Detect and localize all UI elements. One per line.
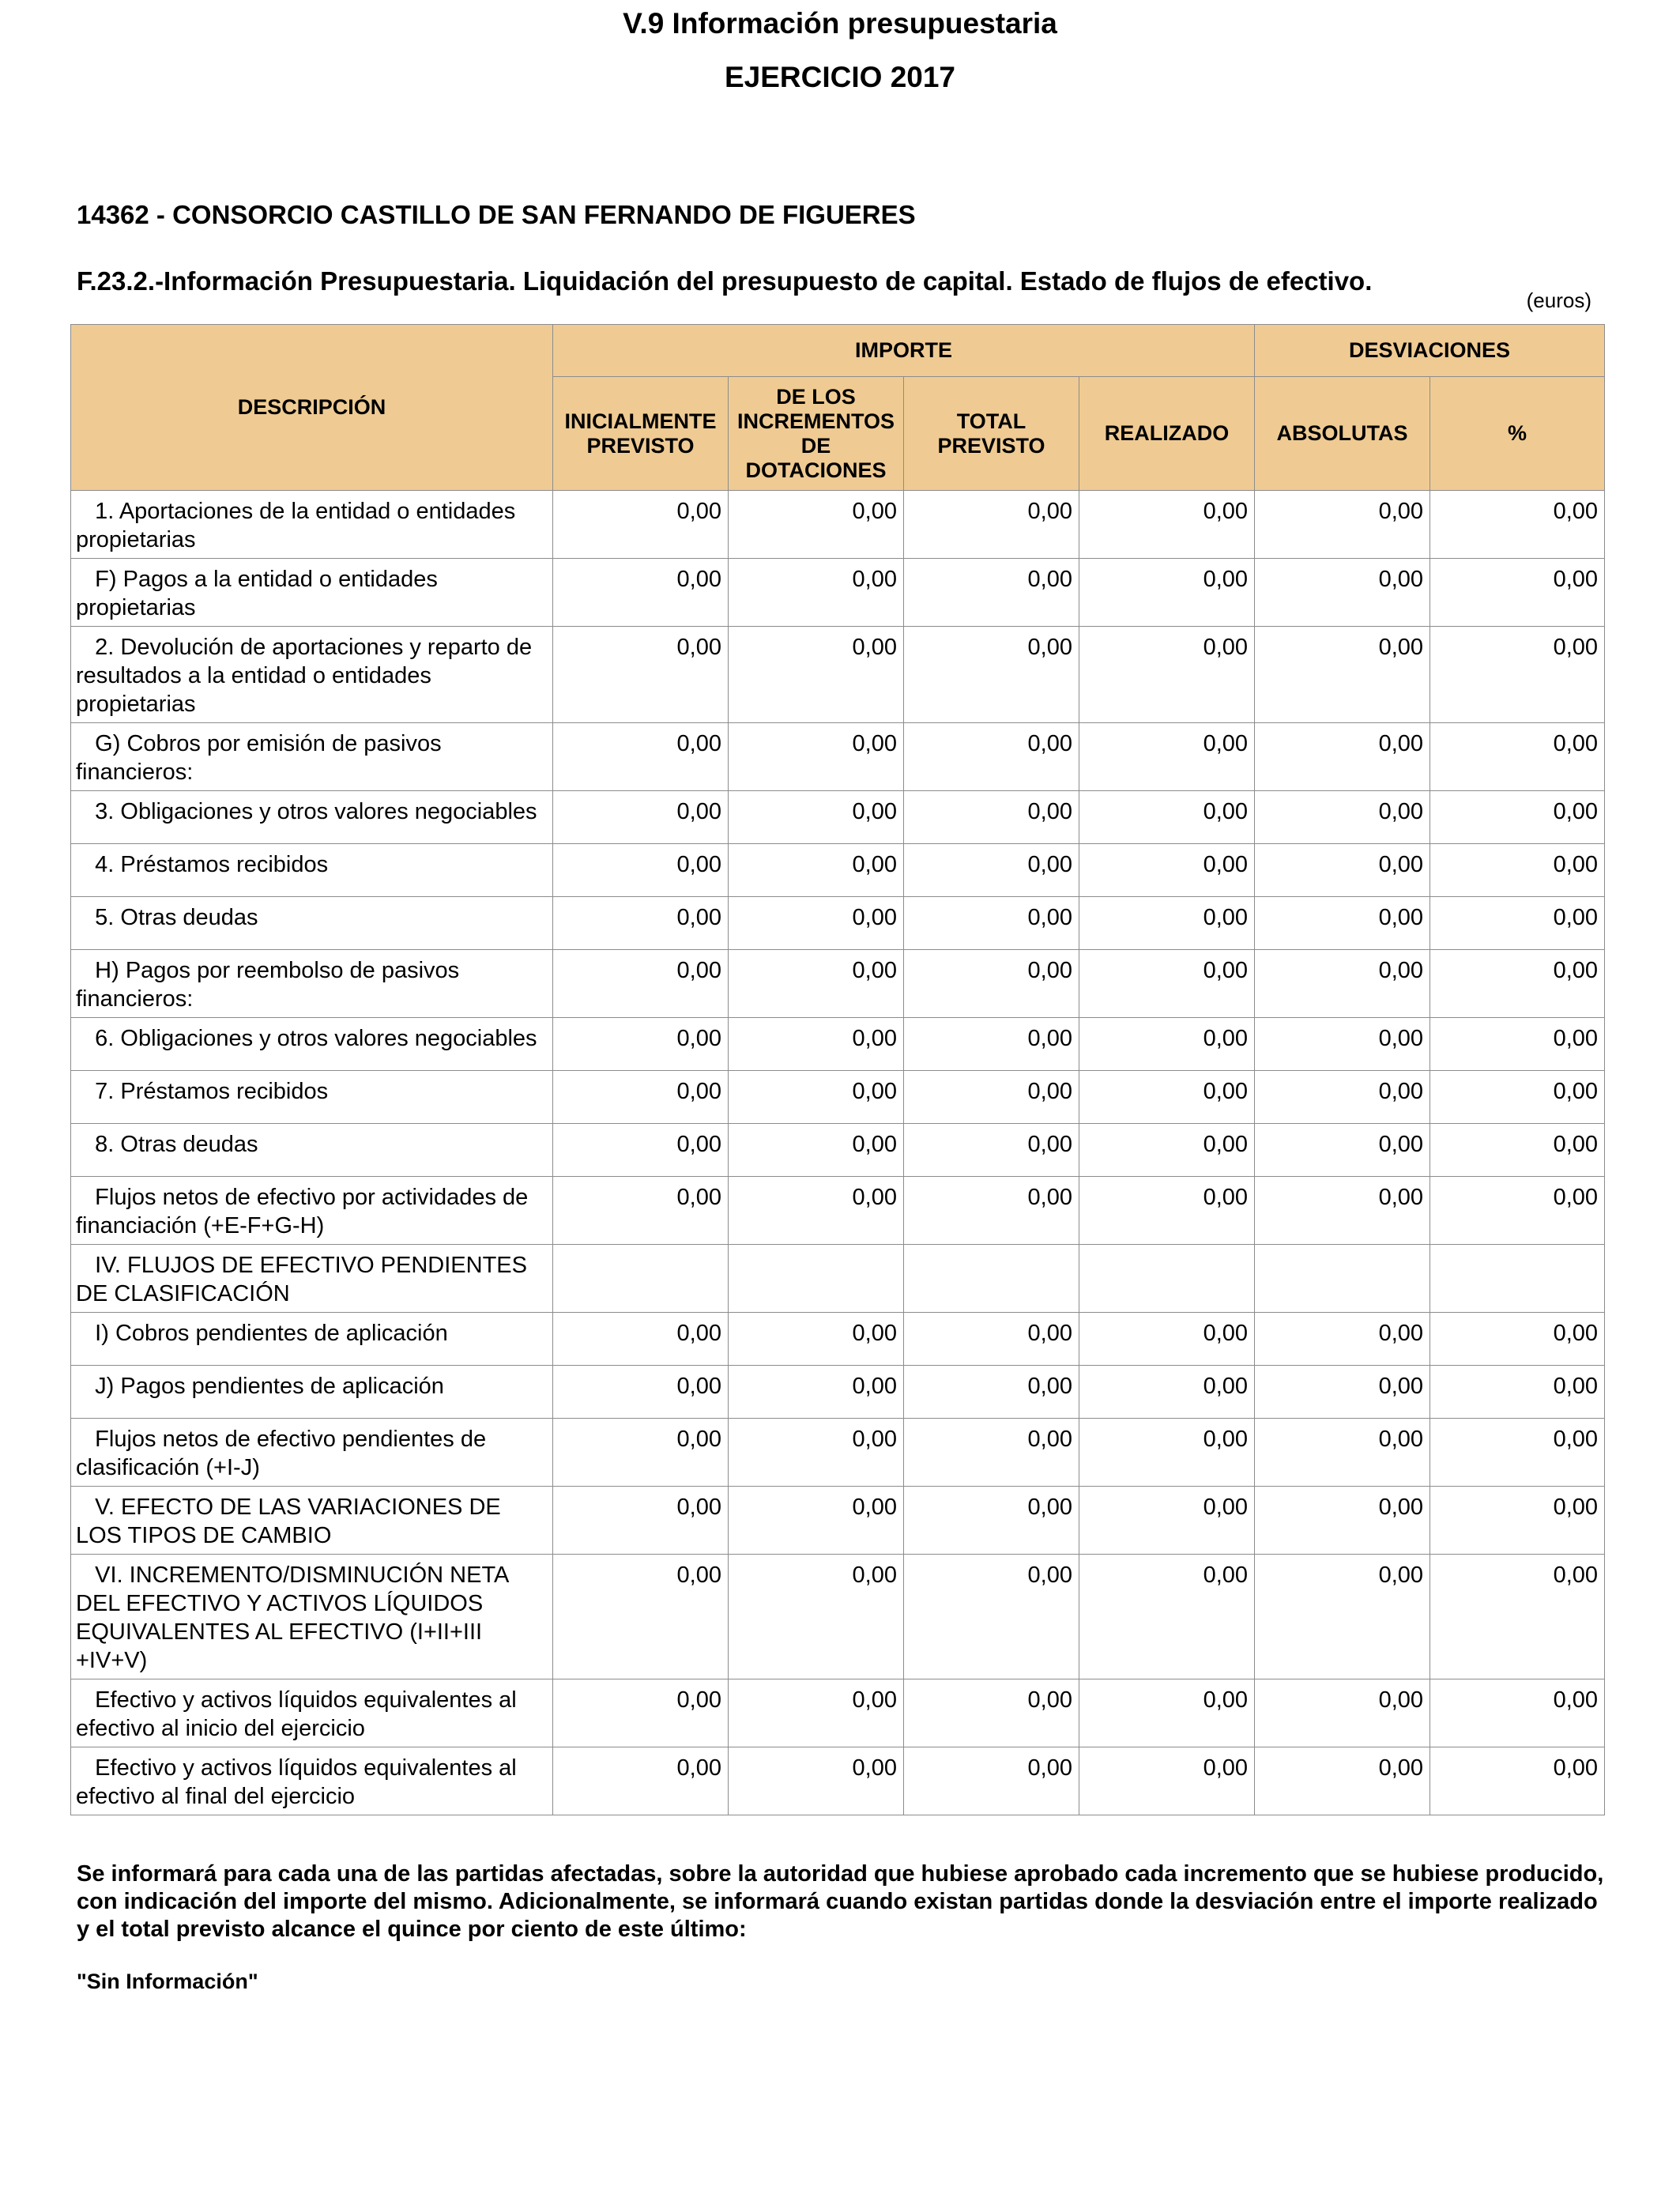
row-value: 0,00 bbox=[1079, 1679, 1255, 1747]
table-row bbox=[71, 950, 1605, 1018]
row-value: 0,00 bbox=[729, 1124, 904, 1177]
row-value: 0,00 bbox=[553, 1313, 729, 1366]
row-value: 0,00 bbox=[729, 1555, 904, 1679]
row-value: 0,00 bbox=[1255, 1177, 1430, 1245]
row-value: 0,00 bbox=[729, 1177, 904, 1245]
row-value: 0,00 bbox=[1255, 1487, 1430, 1555]
row-value: 0,00 bbox=[1255, 844, 1430, 897]
row-value bbox=[553, 1245, 729, 1313]
row-value: 0,00 bbox=[1255, 1679, 1430, 1747]
row-value: 0,00 bbox=[1255, 1555, 1430, 1679]
row-value: 0,00 bbox=[1430, 1487, 1605, 1555]
row-value: 0,00 bbox=[553, 1366, 729, 1419]
col-incrementos: DE LOS INCREMENTOS DE DOTACIONES bbox=[729, 377, 904, 491]
row-value: 0,00 bbox=[729, 1366, 904, 1419]
col-descripcion: DESCRIPCIÓN bbox=[71, 325, 553, 491]
row-value: 0,00 bbox=[904, 627, 1079, 723]
row-value: 0,00 bbox=[1255, 1313, 1430, 1366]
row-value: 0,00 bbox=[729, 723, 904, 791]
row-value: 0,00 bbox=[1255, 1018, 1430, 1071]
row-value: 0,00 bbox=[1430, 1071, 1605, 1124]
table-row bbox=[71, 1313, 1605, 1366]
row-value: 0,00 bbox=[904, 723, 1079, 791]
row-value: 0,00 bbox=[1430, 559, 1605, 627]
col-realizado: REALIZADO bbox=[1079, 377, 1255, 491]
row-description: Efectivo y activos líquidos equivalentes al efectivo al inicio del ejercicio bbox=[71, 1679, 553, 1747]
row-description: F) Pagos a la entidad o entidades propietarias bbox=[71, 559, 553, 627]
row-value: 0,00 bbox=[1255, 791, 1430, 844]
col-group-desviaciones: DESVIACIONES bbox=[1255, 325, 1605, 377]
row-value: 0,00 bbox=[1079, 627, 1255, 723]
row-value: 0,00 bbox=[904, 491, 1079, 559]
row-value bbox=[1430, 1245, 1605, 1313]
page-title: V.9 Información presupuestaria bbox=[623, 7, 1057, 40]
units-label: (euros) bbox=[1526, 288, 1591, 312]
row-description: J) Pagos pendientes de aplicación bbox=[71, 1366, 553, 1419]
row-value: 0,00 bbox=[729, 1419, 904, 1487]
row-value bbox=[729, 1245, 904, 1313]
row-value: 0,00 bbox=[553, 1747, 729, 1815]
row-description: 5. Otras deudas bbox=[71, 897, 553, 950]
row-value: 0,00 bbox=[553, 844, 729, 897]
row-description: Efectivo y activos líquidos equivalentes al efectivo al final del ejercicio bbox=[71, 1747, 553, 1815]
table-row bbox=[71, 1245, 1605, 1313]
row-value: 0,00 bbox=[1079, 491, 1255, 559]
col-total-previsto: TOTAL PREVISTO bbox=[904, 377, 1079, 491]
page-subtitle: EJERCICIO 2017 bbox=[724, 61, 956, 93]
footer-info: "Sin Información" bbox=[77, 1970, 258, 1993]
row-description: Flujos netos de efectivo pendientes de clasificación (+I-J) bbox=[71, 1419, 553, 1487]
row-value: 0,00 bbox=[1079, 1313, 1255, 1366]
row-value: 0,00 bbox=[1079, 723, 1255, 791]
row-value: 0,00 bbox=[1430, 491, 1605, 559]
row-value: 0,00 bbox=[1255, 559, 1430, 627]
row-value: 0,00 bbox=[904, 950, 1079, 1018]
row-description: 3. Obligaciones y otros valores negociables bbox=[71, 791, 553, 844]
row-description: 8. Otras deudas bbox=[71, 1124, 553, 1177]
row-value: 0,00 bbox=[1255, 1419, 1430, 1487]
table-row bbox=[71, 844, 1605, 897]
row-value: 0,00 bbox=[729, 1487, 904, 1555]
row-description: IV. FLUJOS DE EFECTIVO PENDIENTES DE CLASIFICACIÓN bbox=[71, 1245, 553, 1313]
row-value: 0,00 bbox=[553, 1177, 729, 1245]
row-value: 0,00 bbox=[1079, 791, 1255, 844]
table-row bbox=[71, 1555, 1605, 1679]
row-value: 0,00 bbox=[729, 1313, 904, 1366]
row-value: 0,00 bbox=[553, 1071, 729, 1124]
row-value: 0,00 bbox=[729, 950, 904, 1018]
table-row bbox=[71, 491, 1605, 559]
row-value: 0,00 bbox=[1079, 559, 1255, 627]
row-value: 0,00 bbox=[553, 559, 729, 627]
row-description: 1. Aportaciones de la entidad o entidades propietarias bbox=[71, 491, 553, 559]
footer-note: Se informará para cada una de las partidas afectadas, sobre la autoridad que hubiese aprobado cada incremento que se hubiese producido, con indicación del importe del mismo. Adicionalmente, se informará cuando existan partidas donde la desviación entre el importe realizado y el total previsto alcance el quince por ciento de este último: bbox=[77, 1861, 1604, 1942]
row-value: 0,00 bbox=[1255, 950, 1430, 1018]
row-value: 0,00 bbox=[1430, 1747, 1605, 1815]
row-value: 0,00 bbox=[1255, 1124, 1430, 1177]
row-value: 0,00 bbox=[553, 627, 729, 723]
row-value: 0,00 bbox=[1430, 1124, 1605, 1177]
row-description: G) Cobros por emisión de pasivos financieros: bbox=[71, 723, 553, 791]
table-row bbox=[71, 1419, 1605, 1487]
col-group-importe: IMPORTE bbox=[553, 325, 1255, 377]
row-value: 0,00 bbox=[1430, 1419, 1605, 1487]
row-value: 0,00 bbox=[1430, 950, 1605, 1018]
row-value: 0,00 bbox=[553, 1487, 729, 1555]
row-value: 0,00 bbox=[1079, 1555, 1255, 1679]
row-value: 0,00 bbox=[1430, 1313, 1605, 1366]
row-value: 0,00 bbox=[1079, 950, 1255, 1018]
row-value: 0,00 bbox=[1255, 1747, 1430, 1815]
row-value: 0,00 bbox=[904, 1366, 1079, 1419]
row-value: 0,00 bbox=[553, 1419, 729, 1487]
budget-table bbox=[70, 324, 1605, 1815]
row-value: 0,00 bbox=[1430, 627, 1605, 723]
row-description: Flujos netos de efectivo por actividades de financiación (+E-F+G-H) bbox=[71, 1177, 553, 1245]
row-value bbox=[904, 1245, 1079, 1313]
row-value: 0,00 bbox=[729, 1679, 904, 1747]
row-value: 0,00 bbox=[553, 950, 729, 1018]
col-porcentaje: % bbox=[1430, 377, 1605, 491]
row-value: 0,00 bbox=[904, 1124, 1079, 1177]
table-body bbox=[71, 491, 1605, 1815]
row-value: 0,00 bbox=[729, 1018, 904, 1071]
row-value: 0,00 bbox=[1255, 1366, 1430, 1419]
table-row bbox=[71, 627, 1605, 723]
row-value: 0,00 bbox=[904, 559, 1079, 627]
table-row bbox=[71, 791, 1605, 844]
row-value: 0,00 bbox=[1255, 897, 1430, 950]
row-value: 0,00 bbox=[553, 1124, 729, 1177]
row-value: 0,00 bbox=[1430, 723, 1605, 791]
col-absolutas: ABSOLUTAS bbox=[1255, 377, 1430, 491]
row-value: 0,00 bbox=[1079, 1018, 1255, 1071]
row-value: 0,00 bbox=[904, 844, 1079, 897]
row-value: 0,00 bbox=[1430, 1366, 1605, 1419]
row-value: 0,00 bbox=[1079, 844, 1255, 897]
table-row bbox=[71, 1177, 1605, 1245]
entity-heading: 14362 - CONSORCIO CASTILLO DE SAN FERNANDO DE FIGUERES bbox=[77, 200, 916, 229]
table-row bbox=[71, 1747, 1605, 1815]
row-value: 0,00 bbox=[1255, 491, 1430, 559]
row-value: 0,00 bbox=[553, 1679, 729, 1747]
table-row bbox=[71, 1366, 1605, 1419]
row-value: 0,00 bbox=[904, 1018, 1079, 1071]
row-value: 0,00 bbox=[1430, 1177, 1605, 1245]
row-value: 0,00 bbox=[1430, 844, 1605, 897]
row-description: 7. Préstamos recibidos bbox=[71, 1071, 553, 1124]
table-row bbox=[71, 1679, 1605, 1747]
row-value: 0,00 bbox=[904, 897, 1079, 950]
row-value: 0,00 bbox=[1430, 897, 1605, 950]
row-value: 0,00 bbox=[553, 1018, 729, 1071]
row-value: 0,00 bbox=[729, 627, 904, 723]
row-value: 0,00 bbox=[904, 1313, 1079, 1366]
table-row bbox=[71, 897, 1605, 950]
row-value: 0,00 bbox=[1430, 791, 1605, 844]
row-description: V. EFECTO DE LAS VARIACIONES DE LOS TIPOS DE CAMBIO bbox=[71, 1487, 553, 1555]
table-row bbox=[71, 1124, 1605, 1177]
row-value: 0,00 bbox=[1255, 723, 1430, 791]
row-value: 0,00 bbox=[1079, 1487, 1255, 1555]
row-value bbox=[1255, 1245, 1430, 1313]
row-description: 2. Devolución de aportaciones y reparto de resultados a la entidad o entidades propietarias bbox=[71, 627, 553, 723]
row-description: I) Cobros pendientes de aplicación bbox=[71, 1313, 553, 1366]
table-row bbox=[71, 1487, 1605, 1555]
table-row bbox=[71, 1018, 1605, 1071]
row-value: 0,00 bbox=[904, 1419, 1079, 1487]
row-description: H) Pagos por reembolso de pasivos financieros: bbox=[71, 950, 553, 1018]
row-value: 0,00 bbox=[729, 1747, 904, 1815]
row-value: 0,00 bbox=[1255, 627, 1430, 723]
row-value: 0,00 bbox=[904, 1747, 1079, 1815]
row-value: 0,00 bbox=[729, 791, 904, 844]
row-value: 0,00 bbox=[1079, 1419, 1255, 1487]
row-description: 6. Obligaciones y otros valores negociables bbox=[71, 1018, 553, 1071]
row-value: 0,00 bbox=[1079, 1177, 1255, 1245]
row-value: 0,00 bbox=[729, 1071, 904, 1124]
row-value: 0,00 bbox=[729, 491, 904, 559]
row-description: VI. INCREMENTO/DISMINUCIÓN NETA DEL EFECTIVO Y ACTIVOS LÍQUIDOS EQUIVALENTES AL EFECTIVO (I+II+III +IV+V) bbox=[71, 1555, 553, 1679]
table-row bbox=[71, 559, 1605, 627]
row-value: 0,00 bbox=[729, 897, 904, 950]
row-description: 4. Préstamos recibidos bbox=[71, 844, 553, 897]
row-value: 0,00 bbox=[553, 897, 729, 950]
row-value: 0,00 bbox=[553, 723, 729, 791]
table-row bbox=[71, 723, 1605, 791]
section-heading: F.23.2.-Información Presupuestaria. Liquidación del presupuesto de capital. Estado de flujos de efectivo. bbox=[77, 266, 1373, 296]
table-row bbox=[71, 1071, 1605, 1124]
row-value: 0,00 bbox=[1430, 1018, 1605, 1071]
row-value: 0,00 bbox=[553, 491, 729, 559]
row-value: 0,00 bbox=[1430, 1679, 1605, 1747]
row-value: 0,00 bbox=[1079, 1071, 1255, 1124]
row-value: 0,00 bbox=[1079, 1747, 1255, 1815]
row-value bbox=[1079, 1245, 1255, 1313]
row-value: 0,00 bbox=[1079, 897, 1255, 950]
row-value: 0,00 bbox=[553, 1555, 729, 1679]
row-value: 0,00 bbox=[729, 559, 904, 627]
row-value: 0,00 bbox=[729, 844, 904, 897]
row-value: 0,00 bbox=[904, 1487, 1079, 1555]
row-value: 0,00 bbox=[904, 791, 1079, 844]
row-value: 0,00 bbox=[904, 1555, 1079, 1679]
row-value: 0,00 bbox=[1430, 1555, 1605, 1679]
row-value: 0,00 bbox=[553, 791, 729, 844]
row-value: 0,00 bbox=[1079, 1366, 1255, 1419]
row-value: 0,00 bbox=[904, 1071, 1079, 1124]
col-inicialmente-previsto: INICIALMENTE PREVISTO bbox=[553, 377, 729, 491]
row-value: 0,00 bbox=[1079, 1124, 1255, 1177]
row-value: 0,00 bbox=[1255, 1071, 1430, 1124]
row-value: 0,00 bbox=[904, 1177, 1079, 1245]
row-value: 0,00 bbox=[904, 1679, 1079, 1747]
